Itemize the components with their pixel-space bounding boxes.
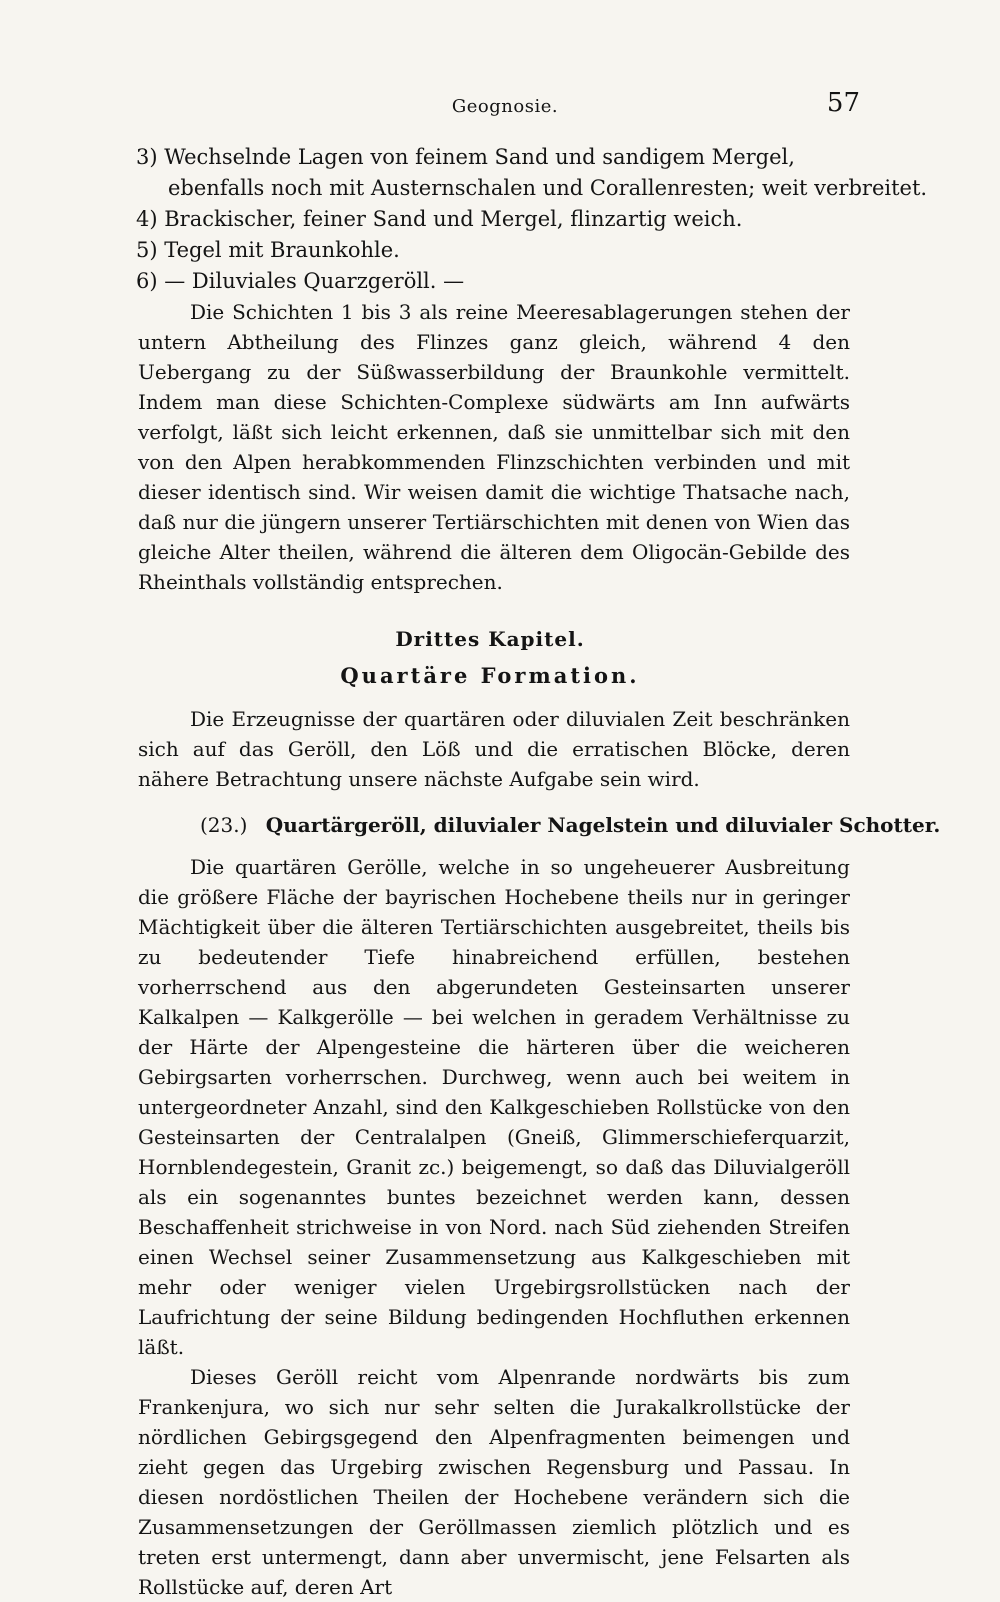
list-text-continuation: ebenfalls noch mit Austernschalen und Corallenresten; weit verbreitet.: [168, 176, 928, 200]
paragraph-chapter-intro: Die Erzeugnisse der quartären oder diluvialen Zeit beschränken sich auf das Geröll, den Löß und die erratischen Blöcke, deren nähere Betrachtung unsere nächste Aufgabe sein wird.: [138, 707, 850, 791]
list-number: 6): [136, 269, 158, 293]
list-text: Brackischer, feiner Sand und Mergel, flinzartig weich.: [164, 207, 743, 231]
list-number: 4): [136, 207, 158, 231]
chapter-title: Quartäre Formation.: [340, 663, 640, 688]
chapter-number: Drittes Kapitel.: [395, 627, 585, 651]
list-item-5: [90, 235, 850, 266]
list-number: 3): [136, 145, 158, 169]
section-title: Quartärgeröll, diluvialer Nagelstein und diluvialer Schotter.: [265, 813, 941, 837]
paragraph-strata-summary: Die Schichten 1 bis 3 als reine Meeresablagerungen stehen der untern Abtheilung des Flinzes ganz gleich, während 4 den Uebergang zu der Süßwasserbildung der Braunkohle vermittelt. Indem man diese Schichten-Complexe südwärts am Inn aufwärts verfolgt, läßt sich leicht erkennen, daß sie unmittelbar sich mit den von den Alpen herabkommenden Flinzschichten verbinden und mit dieser identisch sind. Wir weisen damit die wichtige Thatsache nach, daß nur die jüngern unserer Tertiärschichten mit denen von Wien das gleiche Alter theilen, während die älteren dem Oligocän-Gebilde des Rheinthals vollständig entsprechen.: [138, 300, 850, 594]
paragraph-gravel-composition: Die quartären Gerölle, welche in so ungeheuerer Ausbreitung die größere Fläche der bayrischen Hochebene theils nur in geringer Mächtigkeit über die älteren Tertiärschichten ausgebreitet, theils bis zu bedeutender Tiefe hinabreichend erfüllen, bestehen vorherrschend aus den abgerundeten Gesteinsarten unserer Kalkalpen — Kalkgerölle — bei welchen in geradem Verhältnisse zu der Härte der Alpengesteine die härteren über die weicheren Gebirgsarten vorherrschen. Durchweg, wenn auch bei weitem in untergeordneter Anzahl, sind den Kalkgeschieben Rollstücke von den Gesteinsarten der Centralalpen (Gneiß, Glimmerschieferquarzit, Hornblendegestein, Granit zc.) beigemengt, so daß das Diluvialgeröll als ein sogenanntes buntes bezeichnet werden kann, dessen Beschaffenheit strichweise in von Nord. nach Süd ziehenden Streifen einen Wechsel seiner Zusammensetzung aus Kalkgeschieben mit mehr oder weniger vielen Urgebirgsrollstücken nach der Laufrichtung der seine Bildung bedingenden Hochfluthen erkennen läßt.: [138, 855, 850, 1359]
section-number: (23.): [200, 813, 248, 837]
list-text: Wechselnde Lagen von feinem Sand und sandigem Mergel,: [164, 145, 795, 169]
list-text: Tegel mit Braunkohle.: [164, 238, 400, 262]
running-head: [90, 88, 860, 124]
paragraph-gravel-extent: Dieses Geröll reicht vom Alpenrande nordwärts bis zum Frankenjura, wo sich nur sehr selten die Jurakalkrollstücke der nördlichen Gebirgsgegend den Alpenfragmenten beimengen und zieht gegen das Urgebirg zwischen Regensburg und Passau. In diesen nordöstlichen Theilen der Hochebene verändern sich die Zusammensetzungen der Geröllmassen ziemlich plötzlich und es treten erst untermengt, dann aber unvermischt, jene Felsarten als Rollstücke auf, deren Art: [138, 1365, 850, 1599]
list-item-6: [90, 266, 850, 297]
list-item-3: [90, 142, 928, 204]
section-heading: [90, 810, 941, 840]
list-number: 5): [136, 238, 158, 262]
list-text: — Diluviales Quarzgeröll. —: [164, 269, 465, 293]
page-number: 57: [826, 88, 860, 118]
numbered-list: [90, 142, 928, 297]
list-item-4: [90, 204, 850, 235]
running-title: Geognosie.: [451, 96, 559, 117]
